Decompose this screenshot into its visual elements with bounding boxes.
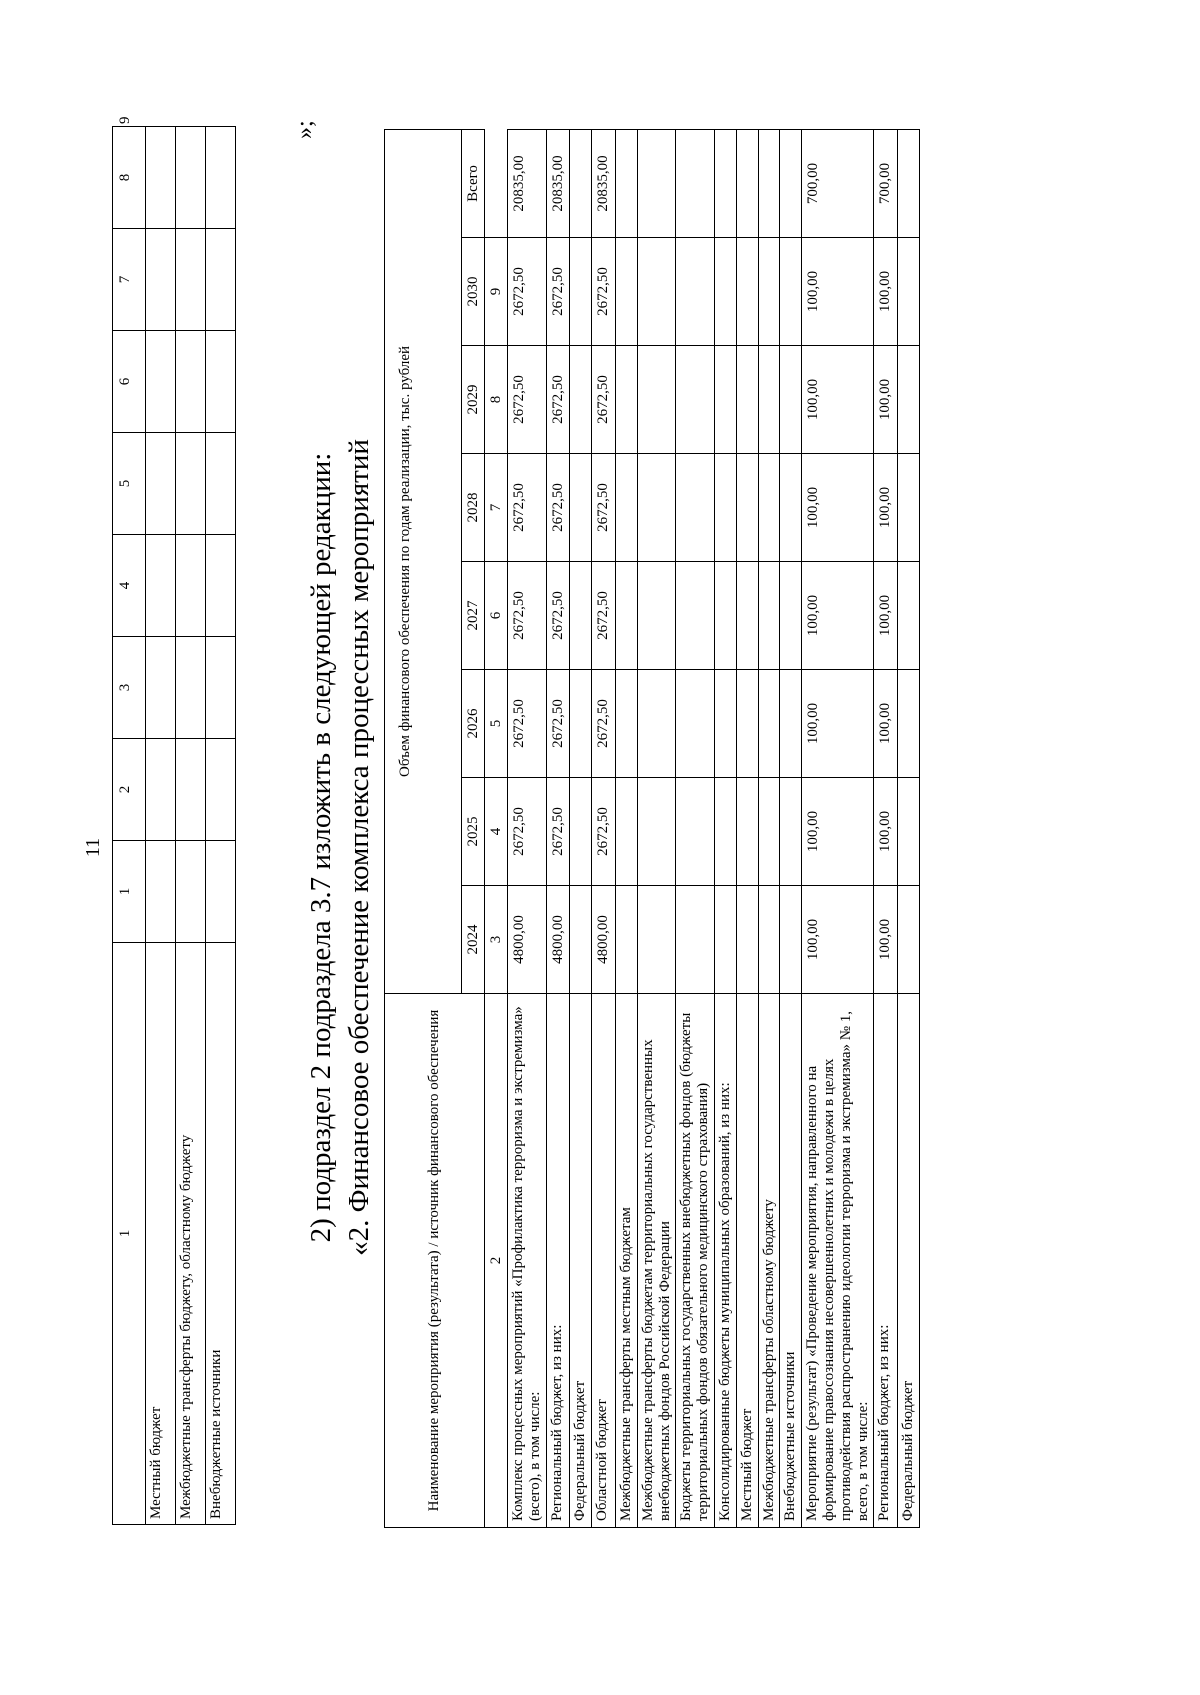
year-value [736,670,758,778]
row-label: Местный бюджет [146,943,176,1525]
table-row [780,129,802,1527]
year-value: 4800,00 [546,886,570,994]
table-row [714,129,736,1527]
year-value [615,886,637,994]
total-value [898,129,920,237]
total-value: 700,00 [802,129,874,237]
year-value [898,562,920,670]
column-number: 3 [113,637,146,739]
row-label: Межбюджетные трансферты областному бюджету [758,994,780,1528]
column-number: 8 [485,346,508,454]
row-label: Федеральный бюджет [570,994,592,1528]
year-header: 2030 [462,238,485,346]
year-value [615,778,637,886]
year-value [615,562,637,670]
year-value [780,670,802,778]
year-value [714,670,736,778]
cell-value [206,433,236,535]
year-value: 100,00 [874,346,898,454]
year-value [758,886,780,994]
year-value [736,562,758,670]
closing-quote-mark: »; [292,120,318,139]
year-value [676,346,715,454]
cell-value [206,739,236,841]
column-number: 7 [113,229,146,331]
year-value [637,238,676,346]
year-value [637,454,676,562]
column-number: 4 [485,778,508,886]
year-value [736,238,758,346]
year-value: 2672,50 [546,562,570,670]
year-value [570,454,592,562]
year-value [714,562,736,670]
continued-financing-table [112,116,236,1525]
table-row [736,129,758,1527]
year-value [637,886,676,994]
total-value: 20835,00 [592,129,616,237]
cell-value [146,637,176,739]
table-row [802,129,874,1527]
year-value [780,238,802,346]
year-value [615,346,637,454]
year-value [758,778,780,886]
column-number: 5 [485,670,508,778]
cell-value [176,841,206,943]
cell-value [206,637,236,739]
column-number: 2 [485,994,508,1528]
column-number: 5 [113,433,146,535]
total-value [676,129,715,237]
year-value: 2672,50 [508,670,547,778]
year-value [570,238,592,346]
column-number: 3 [485,886,508,994]
row-label: Внебюджетные источники [780,994,802,1528]
table-row [898,129,920,1527]
year-value: 2672,50 [592,562,616,670]
total-header: Всего [462,129,485,237]
year-value: 2672,50 [546,670,570,778]
year-value [676,238,715,346]
year-header: 2027 [462,562,485,670]
row-label: Областной бюджет [592,994,616,1528]
year-value: 100,00 [874,670,898,778]
year-value [676,886,715,994]
year-value: 100,00 [802,778,874,886]
row-label: Межбюджетные трансферты местным бюджетам [615,994,637,1528]
year-value: 4800,00 [592,886,616,994]
year-value: 100,00 [802,886,874,994]
cell-value [146,229,176,331]
total-value: 700,00 [874,129,898,237]
table-row [546,129,570,1527]
year-value: 100,00 [802,670,874,778]
year-value: 100,00 [802,238,874,346]
year-value: 2672,50 [508,238,547,346]
total-value [615,129,637,237]
cell-value [176,535,206,637]
year-value: 2672,50 [592,454,616,562]
table-row [206,127,236,1525]
year-value [736,886,758,994]
year-value [898,778,920,886]
cell-value [146,535,176,637]
total-value [714,129,736,237]
column-number: 7 [485,454,508,562]
column-number: 9 [485,238,508,346]
year-value [615,670,637,778]
year-value [758,238,780,346]
year-value [714,346,736,454]
row-label: Межбюджетные трансферты бюджетам территориальных государственных внебюджетных фондов Российской Федерации [637,994,676,1528]
cell-value [146,331,176,433]
cell-value [176,331,206,433]
year-value [898,238,920,346]
year-value: 100,00 [802,562,874,670]
total-value: 20835,00 [546,129,570,237]
year-value: 4800,00 [508,886,547,994]
column-number: 1 [113,841,146,943]
year-value [570,778,592,886]
table-row [176,127,206,1525]
cell-value [146,739,176,841]
year-value [780,346,802,454]
year-value [615,454,637,562]
page-number: 11 [82,837,104,858]
table-row [146,127,176,1525]
row-label: Федеральный бюджет [898,994,920,1528]
cell-value [146,127,176,229]
year-value: 100,00 [874,562,898,670]
year-header: 2029 [462,346,485,454]
column-number-row: 1 1 2 3 4 5 6 7 8 9 [113,127,146,1525]
table-row [592,129,616,1527]
year-value: 100,00 [874,454,898,562]
year-value [780,886,802,994]
year-value: 2672,50 [592,346,616,454]
year-value [736,454,758,562]
year-value [736,778,758,886]
table-row [637,129,676,1527]
cell-value [176,433,206,535]
cell-value [206,535,236,637]
year-value [780,562,802,670]
year-value: 2672,50 [546,238,570,346]
column-number: 2 [113,739,146,841]
column-number: 6 [485,562,508,670]
cell-value [176,229,206,331]
cell-value [176,637,206,739]
amendment-heading: 2) подраздел 2 подраздела 3.7 изложить в следующей редакции: [305,452,337,1243]
cell-value [176,127,206,229]
table-row [508,129,547,1527]
table-row [676,129,715,1527]
row-label: Консолидированные бюджеты муниципальных образований, из них: [714,994,736,1528]
year-value [637,778,676,886]
table-row [874,129,898,1527]
cell-value [206,331,236,433]
cell-value [176,739,206,841]
year-value: 100,00 [874,886,898,994]
total-value: 20835,00 [508,129,547,237]
column-number: 4 [113,535,146,637]
row-label: Региональный бюджет, из них: [546,994,570,1528]
year-value [736,346,758,454]
year-value: 2672,50 [508,454,547,562]
year-value [570,886,592,994]
year-value: 2672,50 [508,346,547,454]
year-value [898,886,920,994]
year-value [758,562,780,670]
row-label: Бюджеты территориальных государственных внебюджетных фондов (бюджеты территориальных фондов обязательного медицинского страхования) [676,994,715,1528]
total-value [758,129,780,237]
cell-value [146,841,176,943]
year-value [676,778,715,886]
table-row [758,129,780,1527]
financing-rows [508,129,920,1527]
year-value [570,562,592,670]
table-row [570,129,592,1527]
cell-value [146,433,176,535]
row-label: Региональный бюджет, из них: [874,994,898,1528]
year-value [758,346,780,454]
cell-value [206,229,236,331]
row-label: Местный бюджет [736,994,758,1528]
year-header: 2024 [462,886,485,994]
year-value [676,670,715,778]
table-row [615,129,637,1527]
year-value [758,670,780,778]
year-value [676,454,715,562]
row-label: Внебюджетные источники [206,943,236,1525]
year-value: 2672,50 [592,238,616,346]
year-value [780,778,802,886]
year-value: 2672,50 [592,670,616,778]
year-value [714,886,736,994]
year-value [898,454,920,562]
year-value [637,346,676,454]
column-number: 1 [113,943,146,1525]
year-value: 2672,50 [546,454,570,562]
year-value [780,454,802,562]
year-value: 100,00 [874,778,898,886]
year-value [758,454,780,562]
year-value: 100,00 [874,238,898,346]
year-value: 2672,50 [508,562,547,670]
total-value [736,129,758,237]
year-value [637,670,676,778]
header-name: Наименование мероприятия (результата) / источник финансового обеспечения [385,994,485,1528]
year-header: 2025 [462,778,485,886]
year-value [615,238,637,346]
year-value [898,670,920,778]
year-value: 2672,50 [508,778,547,886]
year-value: 100,00 [802,454,874,562]
year-value: 100,00 [802,346,874,454]
financing-table [384,129,920,1528]
section-title: «2. Финансовое обеспечение комплекса процессных мероприятий [343,439,375,1256]
header-row [385,129,462,1527]
year-value: 2672,50 [546,778,570,886]
cell-value [206,841,236,943]
year-value [898,346,920,454]
year-value: 2672,50 [592,778,616,886]
year-header: 2026 [462,670,485,778]
year-value [714,454,736,562]
total-value [780,129,802,237]
year-value [714,238,736,346]
header-volume: Объем финансового обеспечения по годам реализации, тыс. рублей [385,129,462,993]
year-value [714,778,736,886]
column-number: 6 [113,331,146,433]
column-number: 8 [113,127,146,229]
year-header: 2028 [462,454,485,562]
year-value: 2672,50 [546,346,570,454]
year-value [570,346,592,454]
row-label: Комплекс процессных мероприятий «Профилактика терроризма и экстремизма» (всего), в том числе: [508,994,547,1528]
year-value [637,562,676,670]
row-label: Мероприятие (результат) «Проведение мероприятия, направленного на формирование правосознания несовершеннолетних и молодежи в целях противодействия распространению идеологии терроризма и экстремизма» № 1, всего, в том числе: [802,994,874,1528]
total-value [637,129,676,237]
year-value [676,562,715,670]
row-label: Межбюджетные трансферты бюджету, областному бюджету [176,943,206,1525]
total-value [570,129,592,237]
cell-value [206,127,236,229]
year-value [570,670,592,778]
column-number-row [485,129,508,1527]
